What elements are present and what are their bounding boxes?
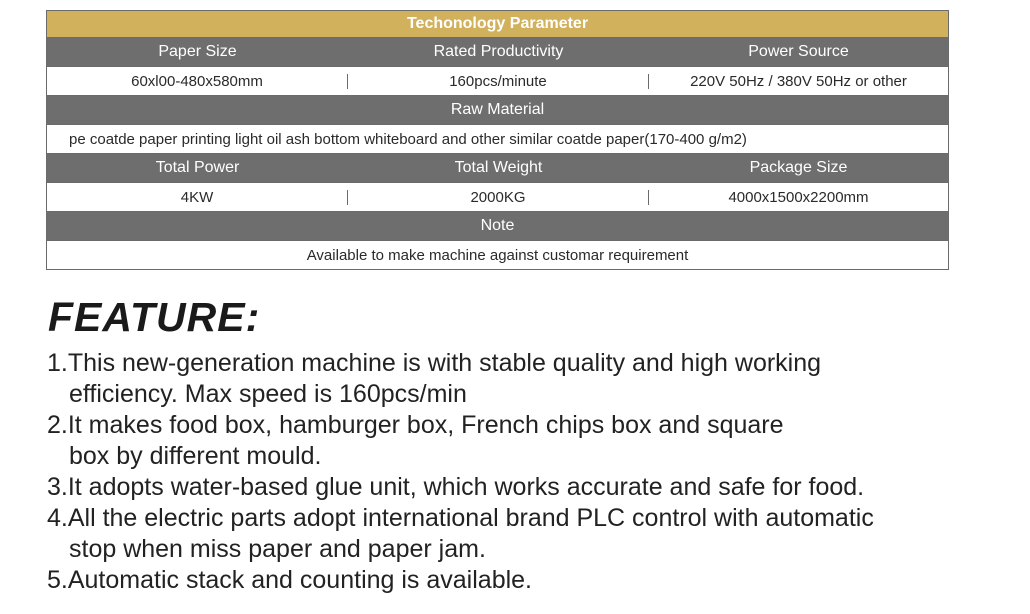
header-total-weight: Total Weight — [454, 159, 543, 176]
header-power-source: Power Source — [748, 43, 849, 60]
feature-item-2 — [47, 410, 1027, 472]
header-total-power: Total Power — [155, 159, 240, 176]
table-title-text: Techonology Parameter — [406, 15, 589, 32]
feature-item-1-line2: efficiency. Max speed is 160pcs/min — [69, 380, 467, 408]
feature-item-5 — [47, 565, 1027, 596]
feature-item-3 — [47, 472, 1027, 503]
note-header-row — [47, 212, 948, 240]
feature-item-4-line2: stop when miss paper and paper jam. — [69, 535, 486, 563]
feature-item-5-line1: 5.Automatic stack and counting is available. — [47, 566, 532, 594]
value-package-size: 4000x1500x2200mm — [728, 188, 869, 206]
feature-item-4-line1: 4.All the electric parts adopt international brand PLC control with automatic — [47, 504, 874, 532]
header-row-2 — [47, 154, 948, 182]
table-title — [47, 11, 948, 38]
value-power-source: 220V 50Hz / 380V 50Hz or other — [690, 72, 907, 90]
feature-item-3-line1: 3.It adopts water-based glue unit, which works accurate and safe for food. — [47, 473, 865, 501]
header-rated-productivity: Rated Productivity — [433, 43, 564, 60]
value-total-weight: 2000KG — [348, 190, 649, 205]
value-paper-size: 60xl00-480x580mm — [47, 74, 348, 89]
feature-list — [47, 348, 1027, 596]
note-value-row — [47, 240, 948, 269]
value-raw-material: pe coatde paper printing light oil ash bottom whiteboard and other similar coatde paper(170-400 g/m2) — [69, 130, 747, 148]
feature-heading: FEATURE: — [48, 294, 261, 340]
header-raw-material: Raw Material — [450, 101, 545, 118]
parameter-table — [46, 10, 949, 270]
header-paper-size: Paper Size — [158, 43, 237, 60]
value-rated-productivity: 160pcs/minute — [348, 74, 649, 89]
value-note: Available to make machine against customar requirement — [306, 246, 689, 264]
value-row-2 — [47, 182, 948, 212]
header-package-size: Package Size — [749, 159, 848, 176]
value-row-1 — [47, 66, 948, 96]
header-row-1 — [47, 38, 948, 66]
header-note: Note — [480, 217, 515, 234]
raw-material-value-row — [47, 124, 948, 154]
feature-item-2-line1: 2.It makes food box, hamburger box, French chips box and square — [47, 411, 784, 439]
feature-item-2-line2: box by different mould. — [69, 442, 322, 470]
feature-item-1-line1: 1.This new-generation machine is with stable quality and high working — [47, 349, 822, 377]
raw-material-header-row — [47, 96, 948, 124]
value-total-power: 4KW — [47, 190, 348, 205]
feature-item-1 — [47, 348, 1027, 410]
feature-item-4 — [47, 503, 1027, 565]
